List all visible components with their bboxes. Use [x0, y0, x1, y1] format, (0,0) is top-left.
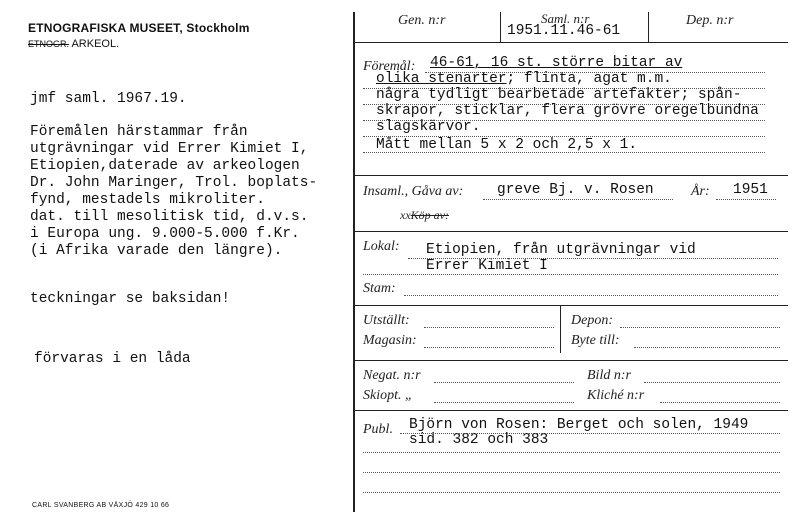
description-line: Dr. John Maringer, Trol. boplats- — [30, 175, 318, 191]
bild-dotline — [644, 382, 780, 383]
stam-label: Stam: — [363, 281, 396, 296]
lokal-dotline — [363, 274, 778, 275]
ar-label: År: — [691, 184, 710, 199]
description-line: Etiopien,daterade av arkeologen — [30, 158, 300, 174]
foremal-line: slagskärvor. — [376, 119, 481, 135]
description-block — [30, 124, 317, 260]
publ-dotline — [363, 472, 780, 473]
saml-nr-value: 1951.11.46-61 — [507, 23, 621, 39]
kop-label: xxKöp av: — [400, 208, 449, 222]
publ-dotline — [363, 452, 780, 453]
section-rule — [353, 360, 788, 361]
saml-nr-label: Saml. n:r — [541, 11, 590, 26]
dep-nr-label: Dep. n:r — [686, 13, 734, 28]
ar-dotline — [716, 199, 776, 200]
description-line: utgrävningar vid Errer Kimiet I, — [30, 141, 309, 157]
card-left-border — [353, 12, 355, 512]
section-rule — [353, 231, 788, 232]
description-line: i Europa ung. 9.000-5.000 f.Kr. — [30, 226, 300, 242]
kliche-label: Kliché n:r — [587, 388, 645, 403]
lokal-dotline — [408, 258, 778, 259]
kliche-dotline — [660, 402, 780, 403]
foremal-line: skrapor, sticklar, flera grövre oregelbundna — [376, 103, 759, 119]
printer-imprint: CARL SVANBERG AB VÄXJÖ 429 10 66 — [32, 502, 170, 509]
description-line: (i Afrika varade den längre). — [30, 243, 283, 259]
section-rule — [353, 175, 788, 176]
skiopt-label: Skiopt. „ — [363, 388, 413, 403]
museum-name: ETNOGRAFISKA MUSEET, Stockholm — [28, 21, 250, 35]
department-struck: ETNOGR. — [28, 39, 70, 49]
depon-label: Depon: — [571, 313, 613, 328]
insaml-label: Insaml., Gåva av: — [363, 184, 464, 199]
depon-dotline — [620, 327, 780, 328]
foremal-line: 46-61, 16 st. större bitar av — [430, 55, 683, 71]
storage-note: förvaras i en låda — [34, 351, 191, 367]
gen-nr-label: Gen. n:r — [398, 13, 446, 28]
foremal-line: olika stenarter; flinta, agat m.m. — [376, 71, 672, 87]
foremal-line: några tydligt bearbetade artefakter; spån- — [376, 87, 742, 103]
publ-label: Publ. — [363, 422, 393, 437]
lokal-line: Etiopien, från utgrävningar vid — [426, 242, 696, 258]
description-line: fynd, mestadels mikroliter. — [30, 192, 265, 208]
lokal-label: Lokal: — [363, 239, 400, 254]
utstallt-dotline — [424, 327, 554, 328]
drawings-note: teckningar se baksidan! — [30, 291, 231, 307]
ar-value: 1951 — [733, 182, 768, 198]
section-rule — [353, 305, 788, 306]
negat-label: Negat. n:r — [363, 368, 421, 383]
header-rule — [353, 42, 788, 43]
skiopt-dotline — [434, 402, 574, 403]
foremal-label: Föremål: — [363, 59, 416, 74]
magasin-label: Magasin: — [363, 333, 417, 348]
publ-dotline — [400, 433, 780, 434]
reference-note: jmf saml. 1967.19. — [30, 91, 187, 107]
header-divider-2 — [648, 12, 649, 42]
publ-line: sid. 382 och 383 — [409, 432, 549, 448]
bild-label: Bild n:r — [587, 368, 631, 383]
negat-dotline — [434, 382, 574, 383]
department-current: ARKEOL. — [71, 38, 120, 50]
byte-dotline — [634, 347, 780, 348]
byte-label: Byte till: — [571, 333, 620, 348]
foremal-line: Mått mellan 5 x 2 och 2,5 x 1. — [376, 137, 638, 153]
section-rule — [353, 410, 788, 411]
insaml-value: greve Bj. v. Rosen — [497, 182, 654, 198]
insaml-dotline — [483, 199, 673, 200]
lokal-line: Errer Kimiet I — [426, 258, 548, 274]
description-line: Föremålen härstammar från — [30, 124, 248, 140]
header-divider-1 — [500, 12, 501, 42]
kop-label-struck: Köp av: — [410, 208, 449, 222]
utstallt-divider — [560, 305, 561, 353]
magasin-dotline — [424, 347, 554, 348]
publ-line: Björn von Rosen: Berget och solen, 1949 — [409, 417, 749, 433]
department — [28, 38, 119, 50]
stam-dotline — [404, 295, 778, 296]
publ-dotline — [363, 492, 780, 493]
utstallt-label: Utställt: — [363, 313, 410, 328]
description-line: dat. till mesolitisk tid, d.v.s. — [30, 209, 309, 225]
